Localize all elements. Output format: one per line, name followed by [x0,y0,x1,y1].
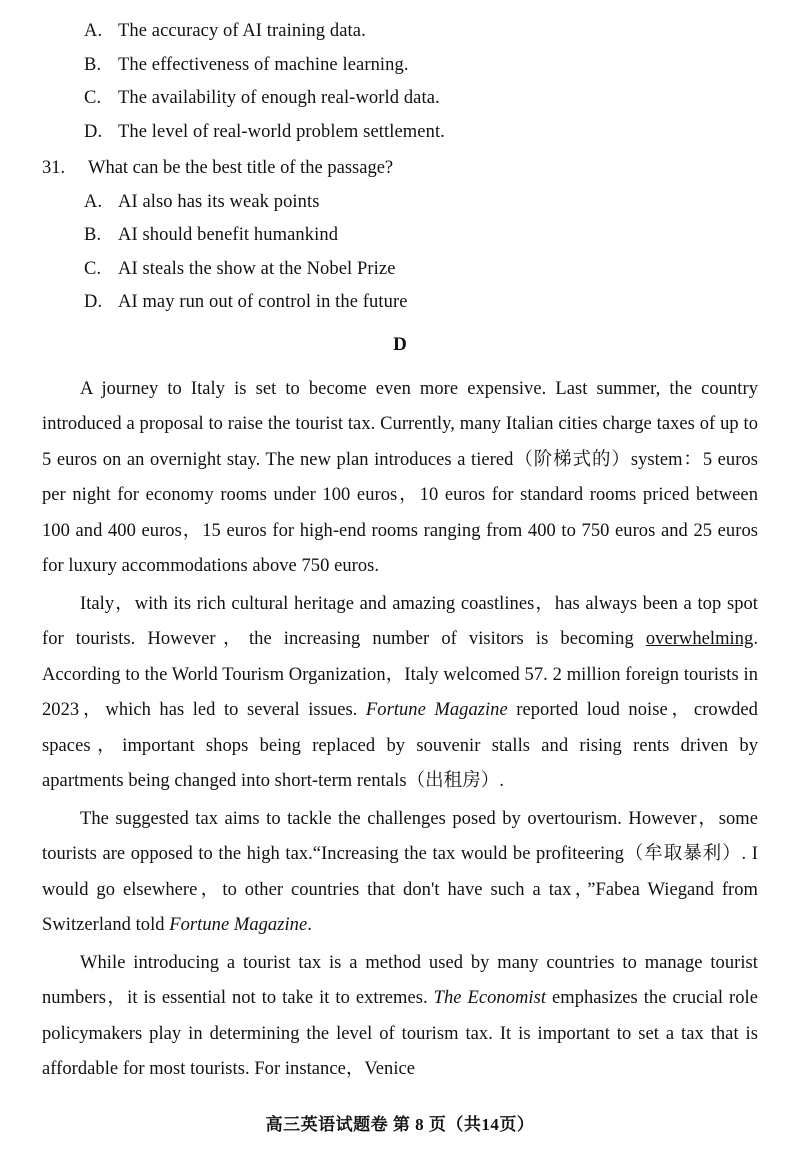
passage-paragraph-4 [42,946,758,1088]
question-number: 31. [42,158,66,178]
question-stem-row [42,159,758,178]
paragraph-4-text-b: emphasizes the crucial role policymakers play in determining the level of tourism tax. It is important to set a tax that is affordable for most tourists. For instance，Venice [42,988,758,1079]
option-text: AI steals the show at the Nobel Prize [118,258,396,279]
section-letter: D [393,333,407,355]
page-footer [0,1110,800,1135]
option-letter: D. [84,292,103,312]
option-text: AI should benefit humankind [118,225,339,245]
passage-paragraph-3 [42,802,758,944]
option-letter: C. [84,258,102,279]
footer-prefix: 高三英语试题卷 第 [265,1115,411,1134]
option-row[interactable] [42,22,758,41]
option-text: The effectiveness of machine learning. [118,54,409,75]
paragraph-3-text-b: . [307,915,312,935]
option-text: The level of real-world problem settlement. [118,121,445,142]
reading-passage [42,372,758,1088]
paragraph-2-text-c: reported loud noise，crowded spaces，important shops being replaced by souvenir stalls and rising rents driven by apartments being changed into short-term rentals（出租房）. [42,700,758,791]
italic-publication-name: The Economist [433,988,547,1008]
paragraph-2-text-a: Italy，with its rich cultural heritage and amazing coastlines，has always been a top spot for tourists. However，the increasing number of visitors is becoming [42,593,758,649]
paragraph-4-text-a: While introducing a tourist tax is a method used by many countries to manage tourist numbers，it is essential not to take it to extremes. [42,952,758,1008]
option-letter: D. [84,121,103,142]
option-row[interactable] [42,89,758,108]
option-letter: A. [84,21,103,41]
italic-magazine-name: Fortune Magazine [365,700,508,720]
option-text: AI may run out of control in the future [118,292,408,312]
page-content [42,22,758,1090]
footer-suffix: 页（共14页） [428,1115,535,1134]
option-text: The accuracy of AI training data. [118,21,366,41]
option-letter: A. [84,191,103,212]
option-letter: C. [84,88,102,108]
option-row[interactable] [42,123,758,142]
option-text: The availability of enough real-world data. [118,88,440,108]
option-text: AI also has its weak points [118,191,320,212]
option-letter: B. [84,54,102,75]
question-stem: What can be the best title of the passage? [88,158,394,178]
footer-page-number: 8 [415,1115,425,1134]
underlined-word: overwhelming [645,629,754,649]
question-30-options [42,22,758,141]
option-row[interactable] [42,56,758,75]
option-row[interactable] [42,260,758,279]
paragraph-1-text: A journey to Italy is set to become even more expensive. Last summer, the country introduced a proposal to raise the tourist tax. Currently, many Italian cities charge taxes of up to 5 euros on an overnight stay. The new plan introduces a tiered（阶梯式的）system：5 euros per night for economy rooms under 100 euros，10 euros for standard rooms priced between 100 and 400 euros，15 euros for high-end rooms ranging from 400 to 750 euros and 25 euros for luxury accommodations above 750 euros. [42,378,758,576]
option-letter: B. [84,225,102,245]
passage-paragraph-1 [42,372,758,585]
question-31 [42,159,758,312]
option-row[interactable] [42,193,758,212]
option-row[interactable] [42,226,758,245]
option-row[interactable] [42,293,758,312]
italic-magazine-name: Fortune Magazine [169,915,308,935]
passage-paragraph-2 [42,587,758,800]
paragraph-3-text-a: The suggested tax aims to tackle the challenges posed by overtourism. However，some tourists are opposed to the high tax.“Increasing the tax would be profiteering（牟取暴利）. I would go elsewhere，to other countries that don't have such a tax，”Fabea Wiegand from Switzerland told [42,808,758,935]
paragraph-2-text-b: . According to the World Tourism Organization，Italy welcomed 57. 2 million foreign tourists in 2023，which has led to several issues. [42,629,758,720]
